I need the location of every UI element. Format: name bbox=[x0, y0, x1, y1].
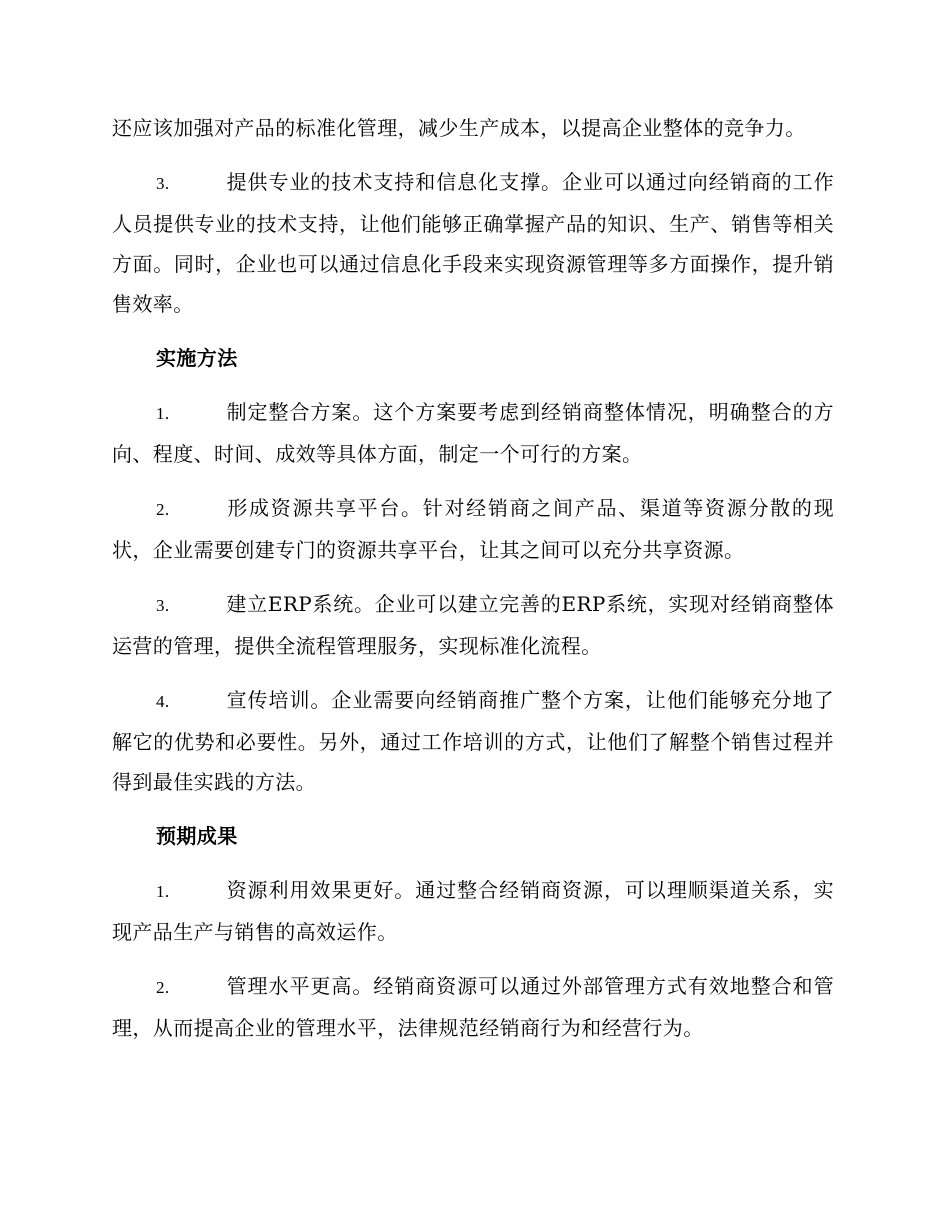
list-item-number: 2. bbox=[156, 500, 170, 519]
list-item bbox=[112, 680, 834, 802]
list-item bbox=[112, 488, 834, 570]
list-item-number: 4. bbox=[156, 692, 170, 711]
list-item-text: 形成资源共享平台。针对经销商之间产品、渠道等资源分散的现状，企业需要创建专门的资源共享平台，让其之间可以充分共享资源。 bbox=[112, 496, 834, 562]
list-item bbox=[112, 584, 834, 666]
document-body bbox=[112, 108, 834, 1062]
list-item-text: 提供专业的技术支持和信息化支撑。企业可以通过向经销商的工作人员提供专业的技术支持，让他们能够正确掌握产品的知识、生产、销售等相关方面。同时，企业也可以通过信息化手段来实现资源管理等多方面操作，提升销售效率。 bbox=[112, 170, 834, 316]
section-heading-results: 预期成果 bbox=[156, 824, 238, 848]
list-item bbox=[112, 870, 834, 952]
list-item-number: 1. bbox=[156, 404, 170, 423]
list-item-text: 宣传培训。企业需要向经销商推广整个方案，让他们能够充分地了解它的优势和必要性。另外，通过工作培训的方式，让他们了解整个销售过程并得到最佳实践的方法。 bbox=[112, 688, 834, 794]
list-item-number: 3. bbox=[156, 596, 170, 615]
list-item bbox=[112, 392, 834, 474]
paragraph-continuation: 还应该加强对产品的标准化管理，减少生产成本，以提高企业整体的竞争力。 bbox=[112, 116, 806, 140]
list-item-text: 资源利用效果更好。通过整合经销商资源，可以理顺渠道关系，实现产品生产与销售的高效运作。 bbox=[112, 878, 834, 944]
list-item-number: 2. bbox=[156, 978, 170, 997]
list-item-text: 管理水平更高。经销商资源可以通过外部管理方式有效地整合和管理，从而提高企业的管理水平，法律规范经销商行为和经营行为。 bbox=[112, 974, 834, 1040]
list-item-number: 3. bbox=[156, 174, 170, 193]
section-heading-methods: 实施方法 bbox=[156, 346, 238, 370]
list-item bbox=[112, 966, 834, 1048]
list-item-text: 建立ERP系统。企业可以建立完善的ERP系统，实现对经销商整体运营的管理，提供全流程管理服务，实现标准化流程。 bbox=[112, 592, 834, 658]
list-item-text: 制定整合方案。这个方案要考虑到经销商整体情况，明确整合的方向、程度、时间、成效等具体方面，制定一个可行的方案。 bbox=[112, 400, 834, 466]
list-item-number: 1. bbox=[156, 882, 170, 901]
list-item bbox=[112, 162, 834, 324]
